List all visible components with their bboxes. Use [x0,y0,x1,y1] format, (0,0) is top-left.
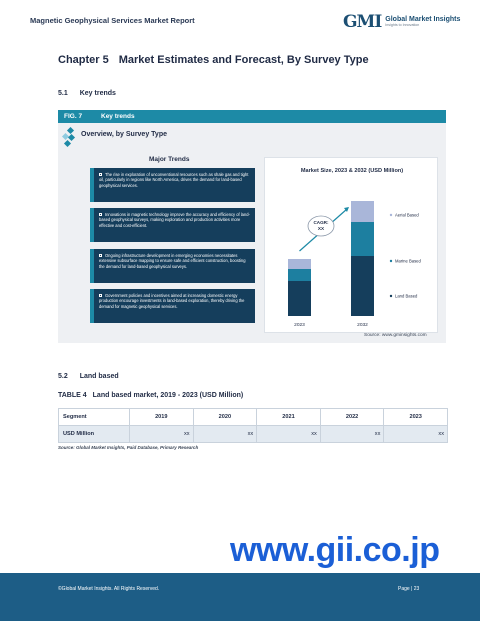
section-number: 5.1 [58,90,68,97]
table-cell: xx [320,426,384,443]
diamond-decoration-icon [62,127,78,149]
checkbox-bullet-icon [99,254,102,257]
trend-box [90,208,255,242]
trend-text: Ongoing infrastructure development in emerging economies necessitates extensive subsurface mapping to ensure safe and efficient construction, boosting the demand for land-based geophysical surveys. [99,253,246,269]
company-logo [343,12,460,32]
logo-mark: GMI [343,12,382,32]
logo-tagline: Insights to Innovation [385,23,420,28]
legend-label: Land Based [395,293,418,299]
checkbox-bullet-icon [99,213,102,216]
x-tick-label: 2032 [357,323,368,328]
overview-title: Overview, by Survey Type [81,131,167,138]
chart-canvas [265,158,439,334]
logo-name: Global Market Insights [385,16,461,24]
section-name: Key trends [79,90,116,97]
table-row [59,426,448,443]
legend-label: Aerial Based [395,212,419,218]
x-tick-label: 2023 [294,323,305,328]
legend-dot-icon [390,214,392,216]
bar-segment [288,269,311,281]
bar-segment [288,281,311,316]
column-header: 2023 [384,409,448,426]
legend-label: Marine Based [395,258,421,264]
bar-segment [351,201,374,222]
chapter-title [58,54,369,66]
section-name: Land based [79,373,119,380]
row-segment: USD Million [59,426,130,443]
figure-source: Source: www.gminsights.com [364,333,427,338]
table-cell: xx [130,426,194,443]
footer-copyright: ©Global Market Insights. All Rights Reserved. [58,586,160,592]
bar-segment [351,256,374,316]
trend-text: Innovations in magnetic technology improve the accuracy and efficiency of land-based geophysical surveys, making exploration and production activities more effective and cost-efficient. [99,212,250,228]
checkbox-bullet-icon [99,173,102,176]
section-number: 5.2 [58,373,68,380]
trend-text: The rise in exploration of unconventional resources such as shale gas and tight oil, particularly in regions like North America, drives the demand for land-based geophysical services. [99,172,249,188]
table-source: Source: Global Market Insights, Paid Database, Primary Research [58,445,199,450]
cagr-value: XX [317,226,325,231]
bar-segment [288,259,311,269]
chapter-name: Market Estimates and Forecast, By Survey Type [118,54,369,66]
trend-box [90,289,255,323]
section-heading-5-1 [58,90,116,97]
column-header: 2021 [257,409,321,426]
report-title: Magnetic Geophysical Services Market Report [30,16,195,25]
chapter-number: Chapter 5 [58,54,109,66]
cagr-label: CAGR: [313,220,329,225]
table-cell: xx [384,426,448,443]
chart-title: Market Size, 2023 & 2032 (USD Million) [300,168,404,174]
column-header: Segment [59,409,130,426]
page-header [0,0,480,40]
legend-dot-icon [390,295,392,297]
logo-text [385,16,460,28]
market-size-chart [264,157,438,333]
footer-page-number: Page | 23 [398,586,420,592]
table-header-row [59,409,448,426]
trend-box [90,168,255,202]
table-title [58,392,243,399]
table-name: Land based market, 2019 - 2023 (USD Million) [92,392,244,399]
page-footer [0,573,480,621]
figure-label: FIG. 7 [64,113,83,120]
legend-dot-icon [390,260,392,262]
figure-title-bar [58,110,446,123]
table-label: TABLE 4 [58,392,87,399]
table-cell: xx [257,426,321,443]
trend-text: Government policies and incentives aimed at increasing domestic energy production encourage investments in land-based exploration, thereby driving the demand for magnetic geophysical services. [99,293,245,309]
bar-segment [351,222,374,256]
column-header: 2019 [130,409,194,426]
trend-box [90,249,255,283]
land-based-market-table [58,408,448,443]
figure-title: Key trends [101,113,135,120]
column-header: 2022 [320,409,384,426]
column-header: 2020 [193,409,257,426]
section-heading-5-2 [58,373,119,380]
major-trends-title: Major Trends [149,156,190,163]
watermark: www.gii.co.jp [230,531,440,569]
table-cell: xx [193,426,257,443]
checkbox-bullet-icon [99,294,102,297]
